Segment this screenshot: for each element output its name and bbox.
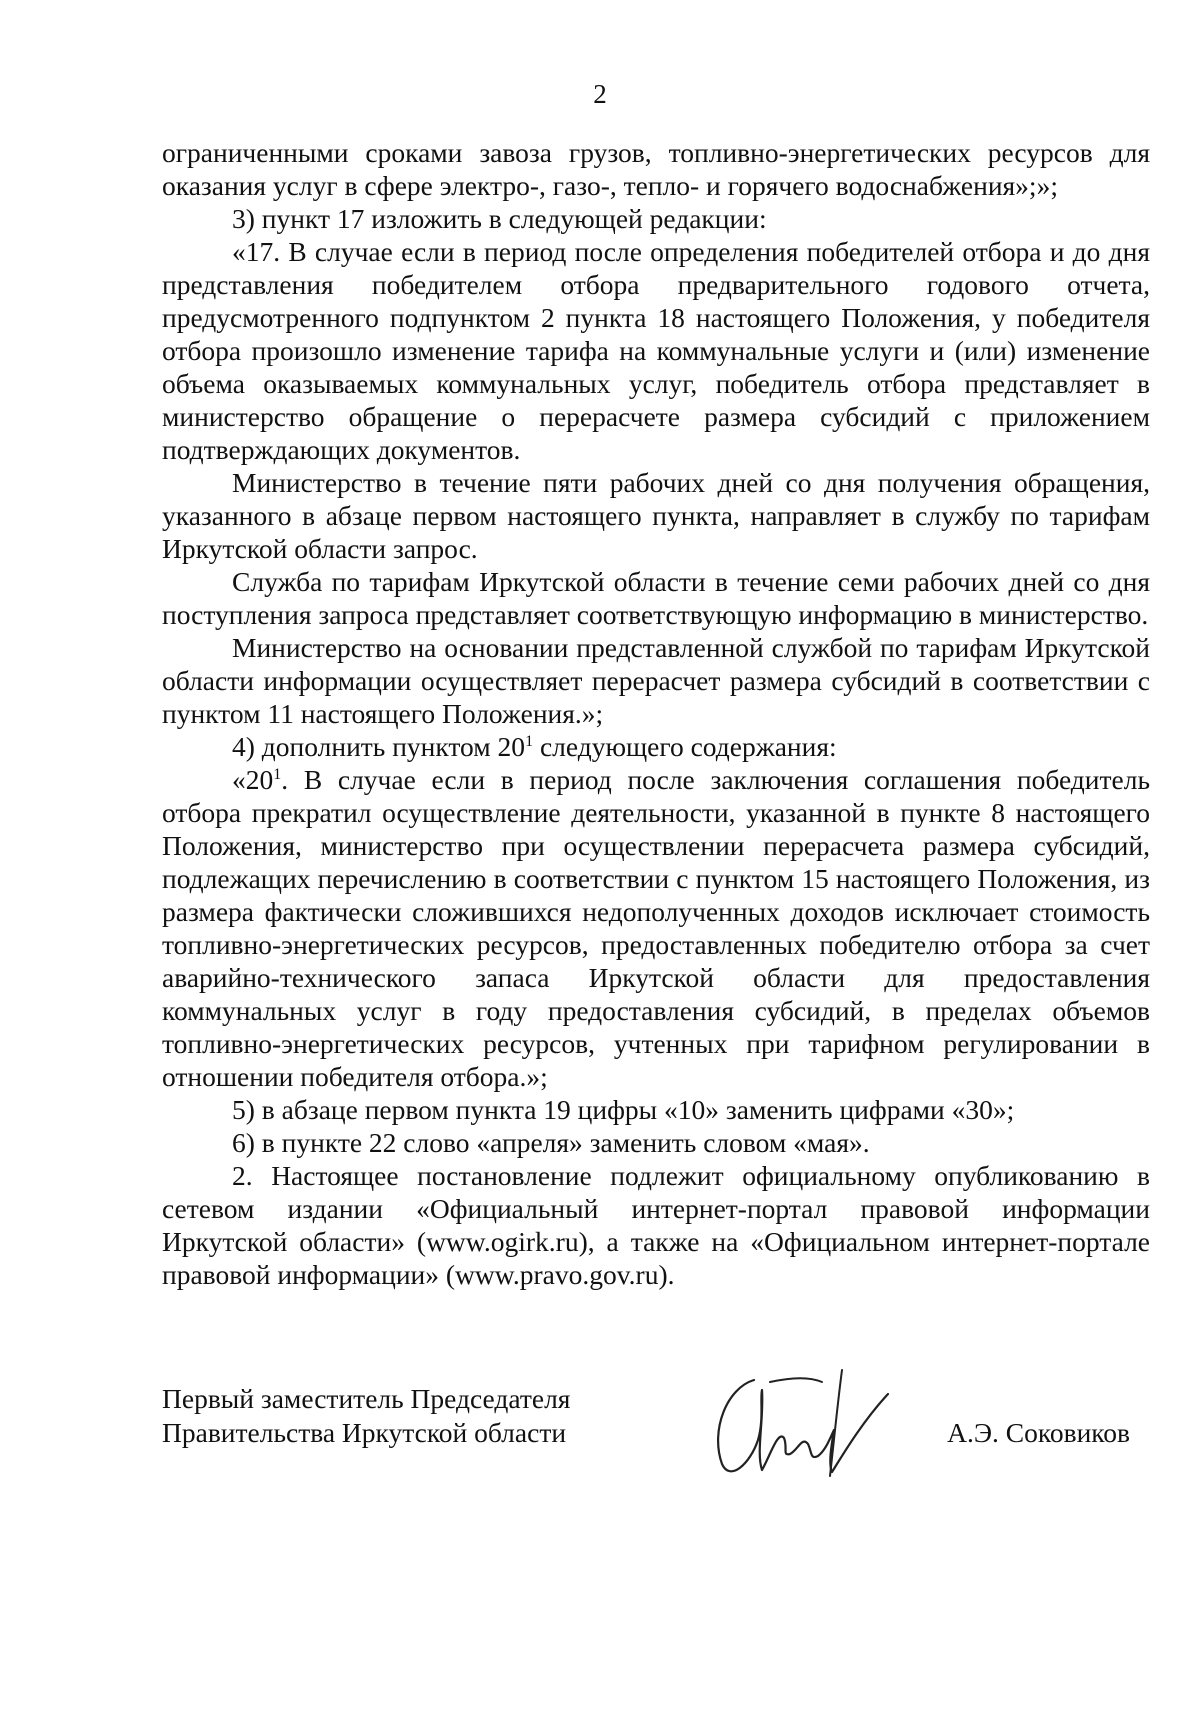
signer-title xyxy=(162,1382,570,1450)
item-4-text: 4) дополнить пунктом 20 xyxy=(232,731,526,762)
paragraph-continuation: ограниченными сроками завоза грузов, топливно-энергетических ресурсов для оказания услуг в сфере электро-, газо-, тепло- и горячего водоснабжения»;»; xyxy=(162,137,1150,201)
item-4-superscript: 1 xyxy=(525,732,534,750)
signer-title-line-1: Первый заместитель Председателя xyxy=(162,1383,571,1414)
clause-20-1-superscript: 1 xyxy=(273,765,282,783)
signer-name: А.Э. Соковиков xyxy=(947,1417,1130,1448)
item-4-text-end: следующего содержания: xyxy=(533,731,837,762)
paragraph-tariff-service: Служба по тарифам Иркутской области в течение семи рабочих дней со дня поступления запроса представляет соответствующую информацию в министерство. xyxy=(162,566,1150,630)
paragraph-item-4 xyxy=(162,730,1150,763)
clause-20-1-number: «20 xyxy=(232,764,274,795)
paragraph-publication: 2. Настоящее постановление подлежит официальному опубликованию в сетевом издании «Официальный интернет-портал правовой информации Иркутской области» (www.ogirk.ru), а также на «Официальном интернет-портале правовой информации» (www.pravo.gov.ru). xyxy=(162,1160,1150,1290)
paragraph-item-5: 5) в абзаце первом пункта 19 цифры «10» заменить цифрами «30»; xyxy=(232,1094,1015,1125)
paragraph-recalculation: Министерство на основании представленной службой по тарифам Иркутской области информации осуществляет перерасчет размера субсидий в соответствии с пунктом 11 настоящего Положения.»; xyxy=(162,632,1150,729)
signature-block xyxy=(162,1382,1150,1542)
paragraph-item-6: 6) в пункте 22 слово «апреля» заменить словом «мая». xyxy=(232,1127,870,1158)
page-number: 2 xyxy=(593,79,607,109)
paragraph-clause-20-1 xyxy=(162,763,1150,1093)
handwritten-signature xyxy=(692,1360,892,1490)
document-body xyxy=(162,136,1150,1291)
paragraph-clause-17: «17. В случае если в период после определения победителей отбора и до дня представления победителем отбора предварительного годового отчета, предусмотренного подпунктом 2 пункта 18 настоящего Положения, у победителя отбора произошло изменение тарифа на коммунальные услуги и (или) изменение объема оказываемых коммунальных услуг, победитель отбора представляет в министерство обращение о перерасчете размера субсидий с приложением подтверждающих документов. xyxy=(162,236,1150,465)
signer-title-line-2: Правительства Иркутской области xyxy=(162,1417,567,1448)
paragraph-ministry-request: Министерство в течение пяти рабочих дней со дня получения обращения, указанного в абзаце первом настоящего пункта, направляет в службу по тарифам Иркутской области запрос. xyxy=(162,467,1150,564)
paragraph-item-3: 3) пункт 17 изложить в следующей редакции: xyxy=(232,203,767,234)
clause-20-1-text: . В случае если в период после заключения соглашения победитель отбора прекратил осуществление деятельности, указанной в пункте 8 настоящего Положения, министерство при осуществлении перерасчета размера субсидий, подлежащих перечислению в соответствии с пунктом 15 настоящего Положения, из размера фактически сложившихся недополученных доходов исключает стоимость топливно-энергетических ресурсов, предоставленных победителю отбора за счет аварийно-технического запаса Иркутской области для предоставления коммунальных услуг в году предоставления субсидий, в пределах объемов топливно-энергетических ресурсов, учтенных при тарифном регулировании в отношении победителя отбора.»; xyxy=(162,764,1150,1092)
